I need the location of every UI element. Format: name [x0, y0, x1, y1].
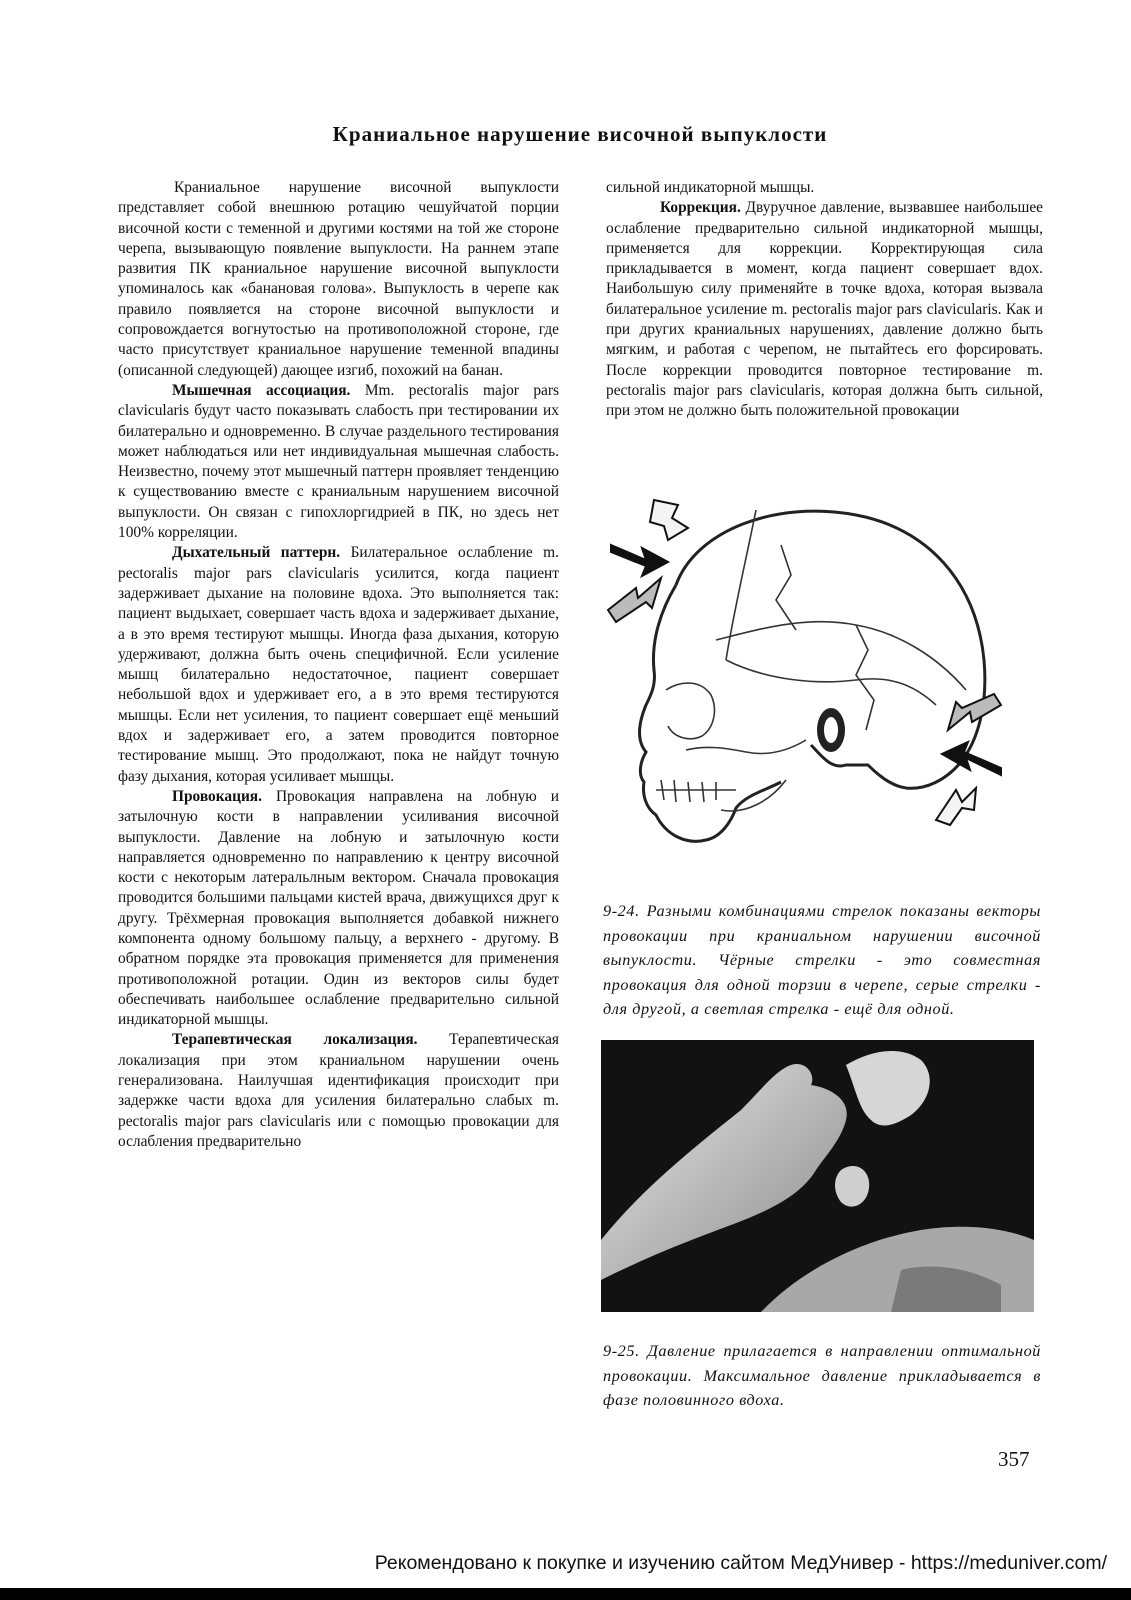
paragraph-muscle-association: [118, 381, 559, 543]
text-therapy-localization: Терапевтическая локализация при этом краниальном нарушении очень генерализована. Наилучшая идентификация происходит при задержке части вдоха для усиления билатерально слабых m. pectoralis major pars clavicularis или с помощью провокации для ослабления предварительно: [118, 1031, 559, 1150]
right-column-text: [606, 178, 1043, 481]
paragraph-correction: [606, 198, 1043, 421]
page-number: 357: [998, 1447, 1030, 1471]
heading-correction: Коррекция.: [660, 199, 741, 217]
paragraph-continuation: сильной индикаторной мышцы.: [606, 179, 815, 196]
heading-provocation: Провокация.: [172, 787, 262, 805]
left-column: [118, 178, 559, 1152]
right-column: [606, 178, 1043, 481]
footer-watermark: Рекомендовано к покупке и изучению сайтом МедУнивер - https://meduniver.com/: [374, 1552, 1107, 1574]
paragraph-intro: Краниальное нарушение височной выпуклости представляет собой внешнюю ротацию чешуйчатой порции височной кости с теменной и другими костями на той же стороне черепа, вызывающую появление выпуклости. На раннем этапе развития ПК краниальное нарушение височной выпуклости упоминалось как «банановая голова». Выпуклость в черепе как правило появляется на стороне височной выпуклости и сопровождается вогнутостью на противоположной стороне, где часто присутствует краниальное нарушение теменной впадины (описанной следующей) дающее изгиб, похожий на банан.: [118, 179, 559, 379]
bottom-bar: [0, 1588, 1131, 1600]
figure-caption-9-24: 9-24. Разными комбинациями стрелок показаны векторы провокации при краниальном нарушении височной выпуклости. Чёрные стрелки - это совместная провокация для одной торзии в черепе, серые стрелки - для другой, а светлая стрелка - ещё для одной.: [603, 902, 1041, 1019]
text-muscle-association: Mm. pectoralis major pars clavicularis будут часто показывать слабость при тестировании их билатерально и одновременно. В случае раздельного тестирования может наблюдаться или нет индивидуальная мышечная слабость. Неизвестно, почему этот мышечный паттерн проявляет тенденцию к существованию вместе с краниальным нарушением височной выпуклости. Он связан с гипохлоргидрией в ПК, но здесь нет 100% корреляции.: [118, 381, 560, 542]
heading-muscle-association: Мышечная ассоциация.: [172, 381, 351, 399]
skull-illustration: [606, 490, 1006, 870]
page-title: Краниальное нарушение височной выпуклости: [332, 122, 828, 146]
paragraph-therapy-localization: [118, 1030, 559, 1152]
text-provocation: Провокация направлена на лобную и затылочную кости в направлении усиливания височной выпуклости. Давление на лобную и затылочную кости направляется одновременно по направлению к центру височной кости с некоторым латеральлным вектором. Сначала провокация проводится большими пальцами кистей врача, движущихся друг к другу. Трёхмерная провокация выполняется добавкой нижнего компонента одному большому пальцу, а верхнего - другому. В обратном порядке эта провокация применяется для применения противоположной ротации. Один из векторов силы будет обеспечивать наибольшее ослабление предварительно сильной индикаторной мышцы.: [118, 787, 559, 1029]
figure-caption-9-25: 9-25. Давление прилагается в направлении оптимальной провокации. Максимальное давление прикладывается в фазе половинного вдоха.: [603, 1342, 1041, 1410]
heading-therapy-localization: Терапевтическая локализация.: [172, 1031, 418, 1049]
paragraph-breathing-pattern: [118, 543, 559, 787]
text-correction: Двуручное давление, вызвавшее наибольшее ослабление предварительно сильной индикаторной мышцы, применяется для коррекции. Корректирующая сила прикладывается в момент, когда пациент совершает вдох. Наибольшую силу применяйте в точке вдоха, которая вызвала билатеральное усиление m. pectoralis major pars clavicularis. Как и при других краниальных нарушениях, давление должно быть мягким, и работая с черепом, не пытайтесь его форсировать. После коррекции проводится повторное тестирование m. pectoralis major pars clavicularis, которая должна быть сильной, при этом не должно быть положительной провокации: [606, 199, 1043, 420]
text-breathing-pattern: Билатеральное ослабление m. pectoralis major pars clavicularis усилится, когда пациент задерживает дыхание на половине вдоха. Это выполняется так: пациент выдыхает, совершает часть вдоха и задерживает дыхание, а в это время тестируют мышцы. Иногда фаза дыхания, которую удерживают, должна быть очень специфичной. Если усиление мышц билатерально недостаточное, пациент совершает небольшой вдох и удерживает его, а в это время тестируются мышцы. Если нет усиления, то пациент совершает ещё меньший вдох и задерживает его, а затем проводится повторное тестирование мышц. Это продолжают, пока не найдут точную фазу дыхания, которая усиливает мышцы.: [118, 544, 559, 785]
heading-breathing-pattern: Дыхательный паттерн.: [172, 544, 341, 562]
photo-cranial-pressure: [601, 1040, 1034, 1312]
arrow-icon-group: [608, 500, 1001, 825]
paragraph-provocation: [118, 787, 559, 1031]
